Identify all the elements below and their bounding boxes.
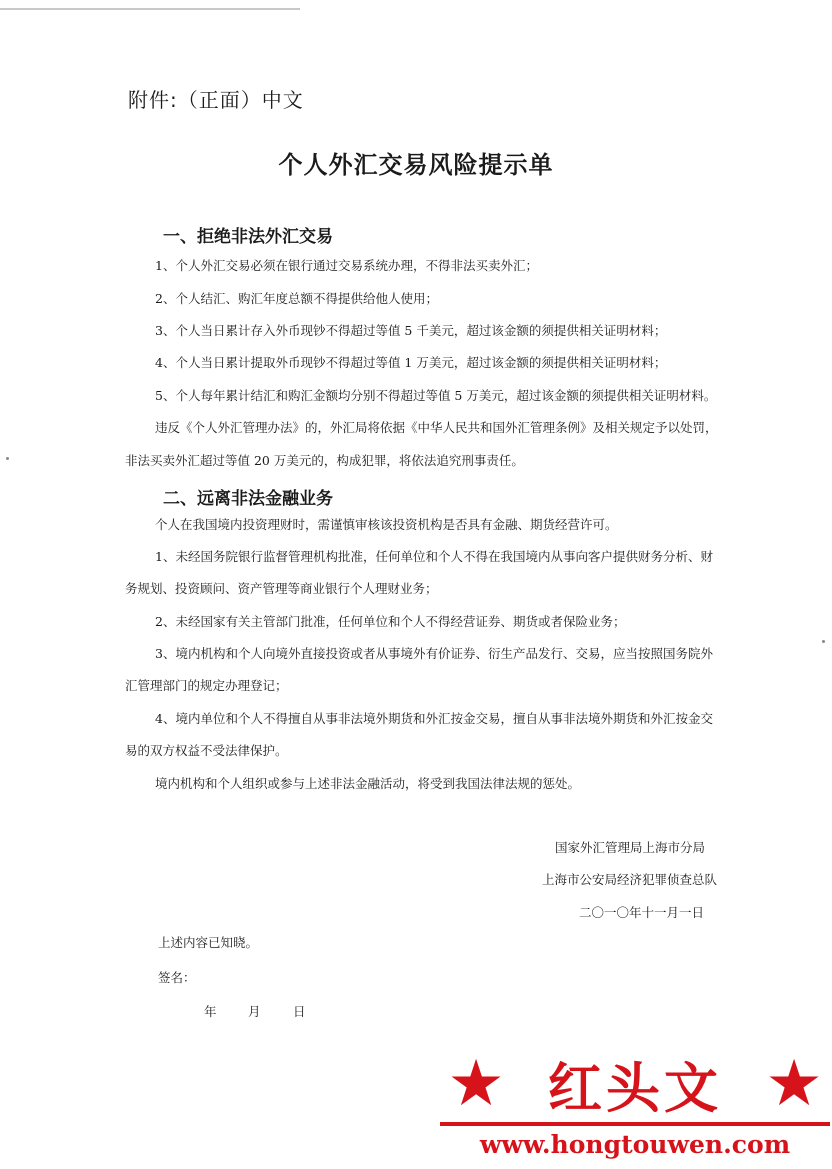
watermark-text: 红头文 bbox=[548, 1056, 722, 1120]
section1-item-1: 1、个人外汇交易必须在银行通过交易系统办理，不得非法买卖外汇； bbox=[155, 258, 538, 273]
watermark-url: www.hongtouwen.com bbox=[479, 1130, 791, 1159]
section2-intro: 个人在我国境内投资理财时，需谨慎审核该投资机构是否具有金融、期货经营许可。 bbox=[155, 517, 618, 532]
section2-item-1-line-2: 务规划、投资顾问、资产管理等商业银行个人理财业务； bbox=[125, 581, 438, 596]
section2-item-2: 2、未经国家有关主管部门批准，任何单位和个人不得经营证券、期货或者保险业务； bbox=[155, 614, 626, 629]
section1-warning-line-1: 违反《个人外汇管理办法》的，外汇局将依据《中华人民共和国外汇管理条例》及相关规定予以处罚， bbox=[155, 420, 718, 435]
section2-item-3-line-1: 3、境内机构和个人向境外直接投资或者从事境外有价证券、衍生产品发行、交易，应当按照国务院外 bbox=[155, 646, 713, 661]
signature-label: 签名： bbox=[158, 970, 196, 985]
acknowledge-text: 上述内容已知晓。 bbox=[158, 935, 259, 950]
issuer-2: 上海市公安局经济犯罪侦查总队 bbox=[542, 872, 718, 887]
attachment-label: 附件:（正面）中文 bbox=[128, 88, 304, 112]
scan-artifact-dot bbox=[822, 640, 825, 643]
watermark bbox=[440, 1048, 830, 1166]
section2-closing: 境内机构和个人组织或参与上述非法金融活动，将受到我国法律法规的惩处。 bbox=[155, 776, 581, 791]
section1-item-4: 4、个人当日累计提取外币现钞不得超过等值 1 万美元，超过该金额的须提供相关证明材料； bbox=[155, 355, 667, 370]
issuer-1: 国家外汇管理局上海市分局 bbox=[555, 840, 706, 855]
sign-day: 日 bbox=[293, 1004, 306, 1019]
watermark-rule bbox=[440, 1122, 830, 1126]
sign-year: 年 bbox=[204, 1004, 217, 1019]
section1-item-2: 2、个人结汇、购汇年度总额不得提供给他人使用； bbox=[155, 291, 438, 306]
section-heading-2: 二、远离非法金融业务 bbox=[163, 489, 333, 509]
section1-warning-line-2: 非法买卖外汇超过等值 20 万美元的，构成犯罪，将依法追究刑事责任。 bbox=[125, 453, 524, 468]
star-icon: ★ bbox=[447, 1047, 505, 1121]
issue-date: 二〇一〇年十一月一日 bbox=[579, 905, 705, 920]
section-heading-1: 一、拒绝非法外汇交易 bbox=[163, 227, 333, 247]
sign-month: 月 bbox=[248, 1004, 261, 1019]
scan-artifact-line bbox=[0, 8, 300, 10]
scan-artifact-dot bbox=[6, 457, 9, 460]
document-title: 个人外汇交易风险提示单 bbox=[278, 151, 554, 179]
section2-item-4-line-2: 易的双方权益不受法律保护。 bbox=[125, 743, 288, 758]
star-icon: ★ bbox=[765, 1047, 823, 1121]
section2-item-3-line-2: 汇管理部门的规定办理登记； bbox=[125, 678, 288, 693]
section1-item-3: 3、个人当日累计存入外币现钞不得超过等值 5 千美元，超过该金额的须提供相关证明材料； bbox=[155, 323, 667, 338]
section2-item-1-line-1: 1、未经国务院银行监督管理机构批准，任何单位和个人不得在我国境内从事向客户提供财务分析、财 bbox=[155, 549, 713, 564]
section2-item-4-line-1: 4、境内单位和个人不得擅自从事非法境外期货和外汇按金交易，擅自从事非法境外期货和外汇按金交 bbox=[155, 711, 713, 726]
section1-item-5: 5、个人每年累计结汇和购汇金额均分别不得超过等值 5 万美元，超过该金额的须提供相关证明材料。 bbox=[155, 388, 717, 403]
